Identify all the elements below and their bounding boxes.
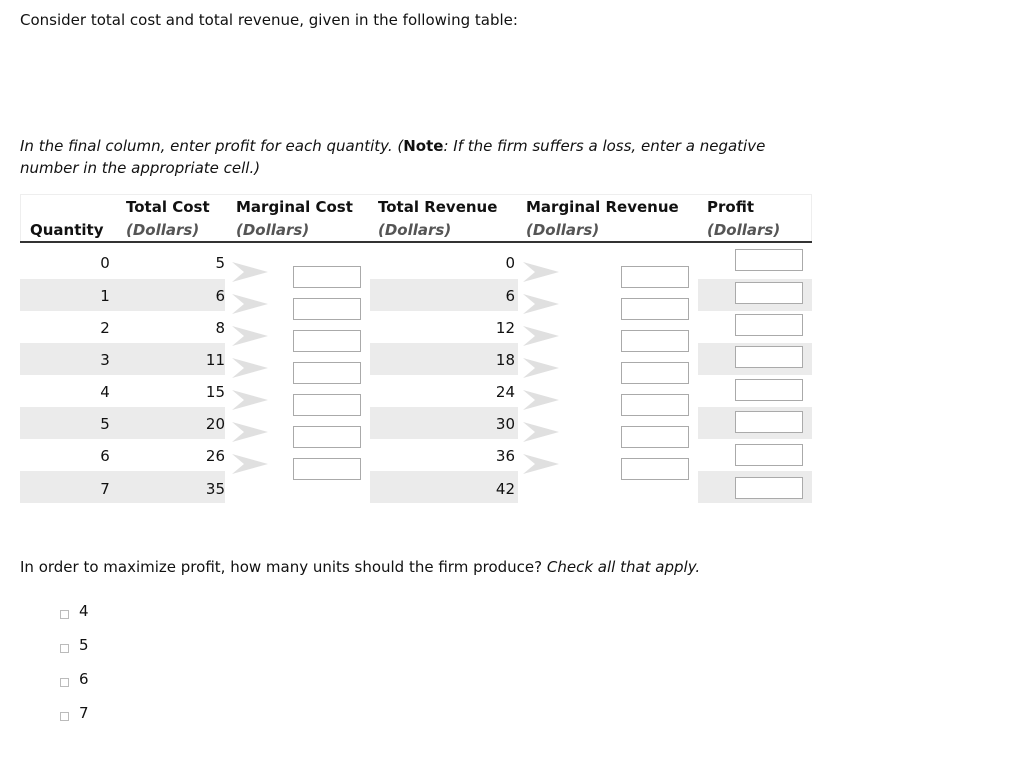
arrow-icon (232, 390, 268, 410)
option-label: 4 (79, 602, 89, 620)
arrow-icon (232, 294, 268, 314)
total-cost-cell: 20 (205, 415, 225, 433)
marginal-cost-input[interactable] (293, 394, 361, 416)
table-row (20, 439, 812, 471)
unit-total-cost: (Dollars) (126, 221, 200, 239)
intro-text: Consider total cost and total revenue, given in the following table: (20, 11, 518, 29)
quantity-cell: 5 (100, 415, 110, 433)
total-revenue-cell: 36 (495, 447, 515, 465)
total-revenue-cell: 24 (495, 383, 515, 401)
option-6[interactable] (60, 670, 89, 688)
quantity-cell: 2 (100, 319, 110, 337)
marginal-revenue-input[interactable] (621, 298, 689, 320)
header-quantity: Quantity (30, 221, 104, 239)
total-revenue-cell: 30 (495, 415, 515, 433)
total-cost-cell: 26 (205, 447, 225, 465)
total-revenue-cell: 12 (495, 319, 515, 337)
quantity-cell: 7 (100, 480, 110, 498)
total-revenue-cell: 0 (505, 254, 515, 272)
arrow-icon (523, 326, 559, 346)
header-divider (20, 241, 812, 243)
checkbox[interactable] (60, 610, 69, 619)
table-row (20, 279, 812, 311)
arrow-icon (523, 454, 559, 474)
profit-input[interactable] (735, 249, 803, 271)
arrow-icon (232, 422, 268, 442)
unit-profit: (Dollars) (707, 221, 781, 239)
option-5[interactable] (60, 636, 89, 654)
option-7[interactable] (60, 704, 89, 722)
header-total-revenue: Total Revenue (378, 198, 498, 216)
table-row (20, 471, 812, 503)
arrow-icon (232, 454, 268, 474)
arrow-icon (523, 262, 559, 282)
header-total-cost: Total Cost (126, 198, 210, 216)
cost-revenue-table (20, 194, 812, 508)
table-row (20, 247, 812, 279)
option-label: 7 (79, 704, 89, 722)
option-label: 6 (79, 670, 89, 688)
marginal-revenue-input[interactable] (621, 362, 689, 384)
total-cost-cell: 35 (205, 480, 225, 498)
quantity-cell: 3 (100, 351, 110, 369)
arrow-icon (523, 358, 559, 378)
total-revenue-cell: 18 (495, 351, 515, 369)
question-text: In order to maximize profit, how many units should the firm produce? Check all that apply. (20, 558, 701, 576)
marginal-cost-input[interactable] (293, 266, 361, 288)
total-cost-cell: 11 (205, 351, 225, 369)
marginal-cost-input[interactable] (293, 362, 361, 384)
quantity-cell: 6 (100, 447, 110, 465)
table-row (20, 311, 812, 343)
unit-total-revenue: (Dollars) (378, 221, 452, 239)
marginal-cost-input[interactable] (293, 426, 361, 448)
checkbox[interactable] (60, 678, 69, 687)
total-cost-cell: 15 (205, 383, 225, 401)
header-marginal-revenue: Marginal Revenue (526, 198, 679, 216)
header-marginal-cost: Marginal Cost (236, 198, 353, 216)
total-cost-cell: 5 (215, 254, 225, 272)
unit-marginal-revenue: (Dollars) (526, 221, 600, 239)
profit-input[interactable] (735, 444, 803, 466)
marginal-cost-input[interactable] (293, 298, 361, 320)
total-revenue-cell: 6 (505, 287, 515, 305)
marginal-revenue-input[interactable] (621, 458, 689, 480)
arrow-icon (232, 262, 268, 282)
total-cost-cell: 8 (215, 319, 225, 337)
unit-marginal-cost: (Dollars) (236, 221, 310, 239)
marginal-revenue-input[interactable] (621, 330, 689, 352)
checkbox[interactable] (60, 712, 69, 721)
checkbox[interactable] (60, 644, 69, 653)
marginal-revenue-input[interactable] (621, 266, 689, 288)
profit-input[interactable] (735, 477, 803, 499)
table-row (20, 375, 812, 407)
arrow-icon (523, 390, 559, 410)
arrow-icon (232, 326, 268, 346)
profit-input[interactable] (735, 346, 803, 368)
question-hint: Check all that apply. (546, 558, 701, 576)
arrow-icon (232, 358, 268, 378)
marginal-revenue-input[interactable] (621, 394, 689, 416)
option-4[interactable] (60, 602, 89, 620)
instruction-text: In the final column, enter profit for each quantity. (Note: If the firm suffers a loss, enter a negative number in the appropriate cell.) (20, 137, 766, 177)
marginal-cost-input[interactable] (293, 330, 361, 352)
arrow-icon (523, 422, 559, 442)
option-label: 5 (79, 636, 89, 654)
marginal-cost-input[interactable] (293, 458, 361, 480)
table-row (20, 343, 812, 375)
total-cost-cell: 6 (215, 287, 225, 305)
quantity-cell: 4 (100, 383, 110, 401)
note-label: Note (403, 137, 444, 155)
quantity-cell: 0 (100, 254, 110, 272)
quantity-cell: 1 (100, 287, 110, 305)
header-profit: Profit (707, 198, 754, 216)
profit-input[interactable] (735, 379, 803, 401)
profit-input[interactable] (735, 314, 803, 336)
table-row (20, 407, 812, 439)
profit-input[interactable] (735, 411, 803, 433)
total-revenue-cell: 42 (495, 480, 515, 498)
profit-input[interactable] (735, 282, 803, 304)
arrow-icon (523, 294, 559, 314)
marginal-revenue-input[interactable] (621, 426, 689, 448)
